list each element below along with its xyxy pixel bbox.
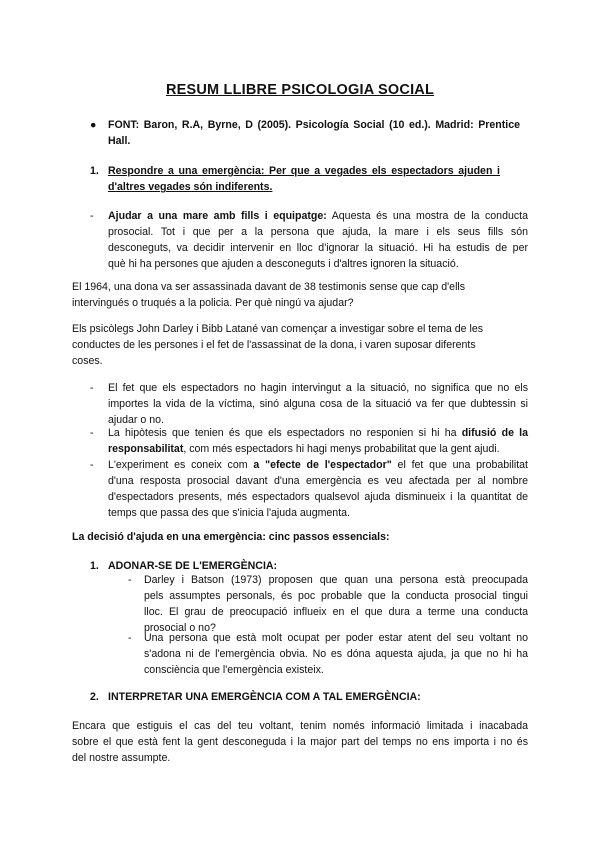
step-1-heading: ADONAR-SE DE L'EMERGÈNCIA:: [108, 560, 278, 572]
section-number: 1.: [90, 165, 99, 177]
paragraph-1964: [72, 279, 528, 311]
hypothesis-3: [108, 457, 528, 521]
final-line-2: sobre el que està fent la gent desconeguda i la major part del temps no ens importa i no és: [72, 736, 528, 748]
paragraph-1964-line-2: intervingués o truqués a la policia. Per què ningú va ajudar?: [72, 297, 354, 309]
mother-paragraph: [108, 208, 528, 272]
dash-marker: -: [90, 427, 94, 439]
hypothesis-2-pre: La hipòtesis que tenien és que els espectadors no responien si hi ha: [108, 427, 457, 439]
dash-marker: -: [90, 459, 94, 471]
mother-line-4: què hi ha persones que ajuden a desconeguts i d'altres ignoren la situació.: [108, 258, 459, 270]
final-line-3: del nostre assumpte.: [72, 752, 171, 764]
step-2-heading: INTERPRETAR UNA EMERGÈNCIA COM A TAL EMERGÈNCIA:: [108, 691, 421, 703]
paragraph-1964-line-1: El 1964, una dona va ser assassinada davant de 38 testimonis sense que cap d'ells: [72, 281, 466, 293]
hypothesis-2-rest: , com més espectadors hi hagi menys probabilitat que la gent ajudi.: [183, 443, 500, 455]
step-1-item-1-line-1: Darley i Batson (1973) proposen que quan una persona està preocupada: [144, 574, 528, 586]
step-1-item-1-line-2: pels assumptes personals, és poc probable que la conducta prosocial tingui: [144, 590, 528, 602]
dash-marker: -: [128, 632, 132, 644]
source-line-2: Hall.: [108, 135, 131, 147]
hypothesis-1: [108, 380, 528, 428]
hypothesis-3-pre: L'experiment es coneix com: [108, 459, 248, 471]
hypothesis-3-post: el fet que una probabilitat: [397, 459, 528, 471]
section-1-heading: [108, 163, 500, 195]
bystander-effect-term: a "efecte de l'espectador": [253, 459, 392, 471]
hypothesis-3-line-3: d'espectadors presents, més espectadors qualsevol ajuda disminueix i la quantitat de: [108, 491, 528, 503]
dash-marker: -: [90, 210, 94, 222]
step-1-item-2-line-3: consciència que l'emergència existeix.: [144, 664, 324, 676]
step-1-item-2-line-2: s'adona ni de l'emergència obvia. No es dóna aquesta ajuda, ja que no hi ha: [144, 648, 528, 660]
step-1-item-1: [144, 572, 528, 636]
dash-marker: -: [128, 574, 132, 586]
bullet-icon: ●: [90, 119, 97, 131]
step-1-item-2: [144, 630, 528, 678]
dash-marker: -: [90, 382, 94, 394]
hypothesis-2: [108, 425, 528, 457]
diffusion-term: difusió de la: [461, 427, 528, 439]
step-1-item-1-line-4: prosocial o no?: [144, 622, 216, 634]
psychologists-line-2: conductes de les persones i el fet de l'assassinat de la dona, i varen suposar diferents: [72, 339, 476, 351]
mother-line-1-rest: Aquesta és una mostra de la conducta: [331, 210, 528, 222]
hypothesis-1-line-3: ajudar o no.: [108, 414, 164, 426]
psychologists-line-1: Els psicòlegs John Darley i Bibb Latané van començar a investigar sobre el tema de les: [72, 323, 484, 335]
paragraph-psychologists: [72, 321, 528, 369]
mother-line-2: prosocial. Tot i que per a la persona que ajuda, la mare i els seus fills són: [108, 226, 528, 238]
hypothesis-3-line-2: d'una resposta prosocial davant d'una emergència es veu afectada per al nombre: [108, 475, 528, 487]
page-title: RESUM LLIBRE PSICOLOGIA SOCIAL: [165, 82, 435, 98]
final-line-1: Encara que estiguis el cas del teu voltant, tenim només informació limitada i inacabada: [72, 720, 528, 732]
step-2-number: 2.: [90, 691, 99, 703]
responsibility-term: responsabilitat: [108, 443, 184, 455]
section-1-heading-line-1: Respondre a una emergència: Per que a vegades els espectadors ajuden i: [108, 165, 500, 177]
mother-line-3: desconeguts, va decidir intervenir en lloc d'ignorar la situació. Hi ha estudis de per: [108, 242, 528, 254]
step-1-number: 1.: [90, 560, 99, 572]
steps-heading: La decisió d'ajuda en una emergència: cinc passos essencials:: [72, 531, 390, 543]
psychologists-line-3: coses.: [72, 355, 103, 367]
source-line-1: FONT: Baron, R.A, Byrne, D (2005). Psicología Social (10 ed.). Madrid: Prentice: [108, 119, 520, 131]
section-1-heading-line-2: d'altres vegades són indiferents.: [108, 181, 273, 193]
hypothesis-1-line-1: El fet que els espectadors no hagin intervingut a la situació, no significa que no els: [108, 382, 528, 394]
hypothesis-1-line-2: importes la vida de la víctima, sinó alguna cosa de la situació va fer que dubtessin si: [108, 398, 528, 410]
step-1-item-1-line-3: lloc. El grau de preocupació influeix en el que dura a terme una conducta: [144, 606, 528, 618]
hypothesis-3-line-4: temps que passa des que s'inicia l'ajuda augmenta.: [108, 507, 350, 519]
step-1-item-2-line-1: Una persona que està molt ocupat per poder estar atent del seu voltant no: [144, 632, 528, 644]
mother-lead: Ajudar a una mare amb fills i equipatge:: [108, 210, 327, 222]
final-paragraph: [72, 718, 528, 766]
